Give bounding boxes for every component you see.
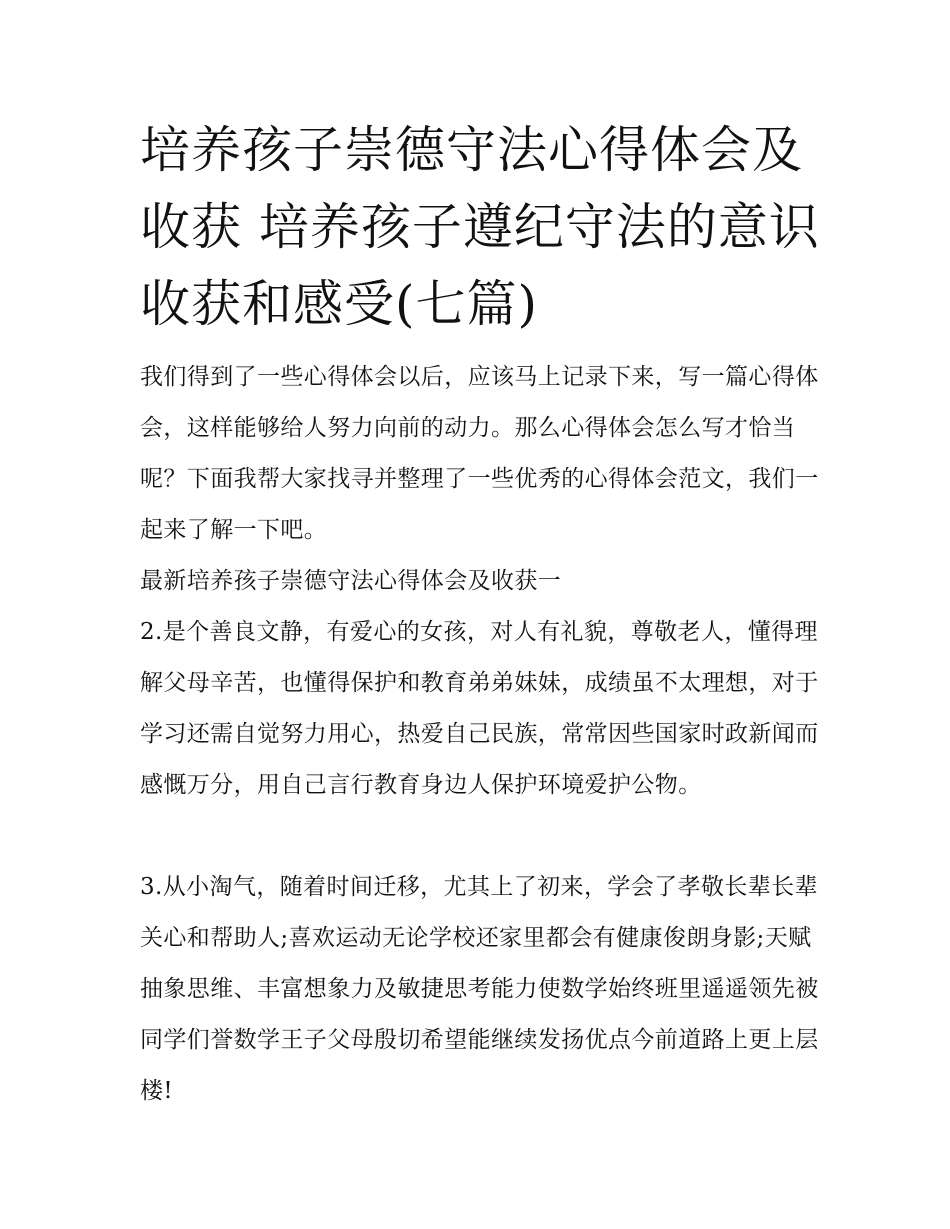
- paragraph-item-3: 3.从小淘气，随着时间迁移，尤其上了初来，学会了孝敬长辈长辈关心和帮助人;喜欢运动无论学校还家里都会有健康俊朗身影;天赋抽象思维、丰富想象力及敏捷思考能力使数学始终班里遥遥领先被同学们誉数学王子父母殷切希望能继续发扬优点今前道路上更上层楼!: [140, 874, 819, 1104]
- paragraph-item-2: 2.是个善良文静，有爱心的女孩，对人有礼貌，尊敬老人，懂得理解父母辛苦，也懂得保护和教育弟弟妹妹，成绩虽不太理想，对于学习还需自觉努力用心，热爱自己民族，常常因些国家时政新闻而感慨万分，用自己言行教育身边人保护环境爱护公物。: [140, 619, 819, 798]
- section-heading: 最新培养孩子崇德守法心得体会及收获一: [140, 568, 562, 594]
- intro-paragraph: 我们得到了一些心得体会以后，应该马上记录下来，写一篇心得体会，这样能够给人努力向前的动力。那么心得体会怎么写才恰当呢？下面我帮大家找寻并整理了一些优秀的心得体会范文，我们一起来了解一下吧。: [140, 364, 819, 543]
- page-title: 培养孩子崇德守法心得体会及收获 培养孩子遵纪守法的意识收获和感受(七篇): [140, 121, 820, 333]
